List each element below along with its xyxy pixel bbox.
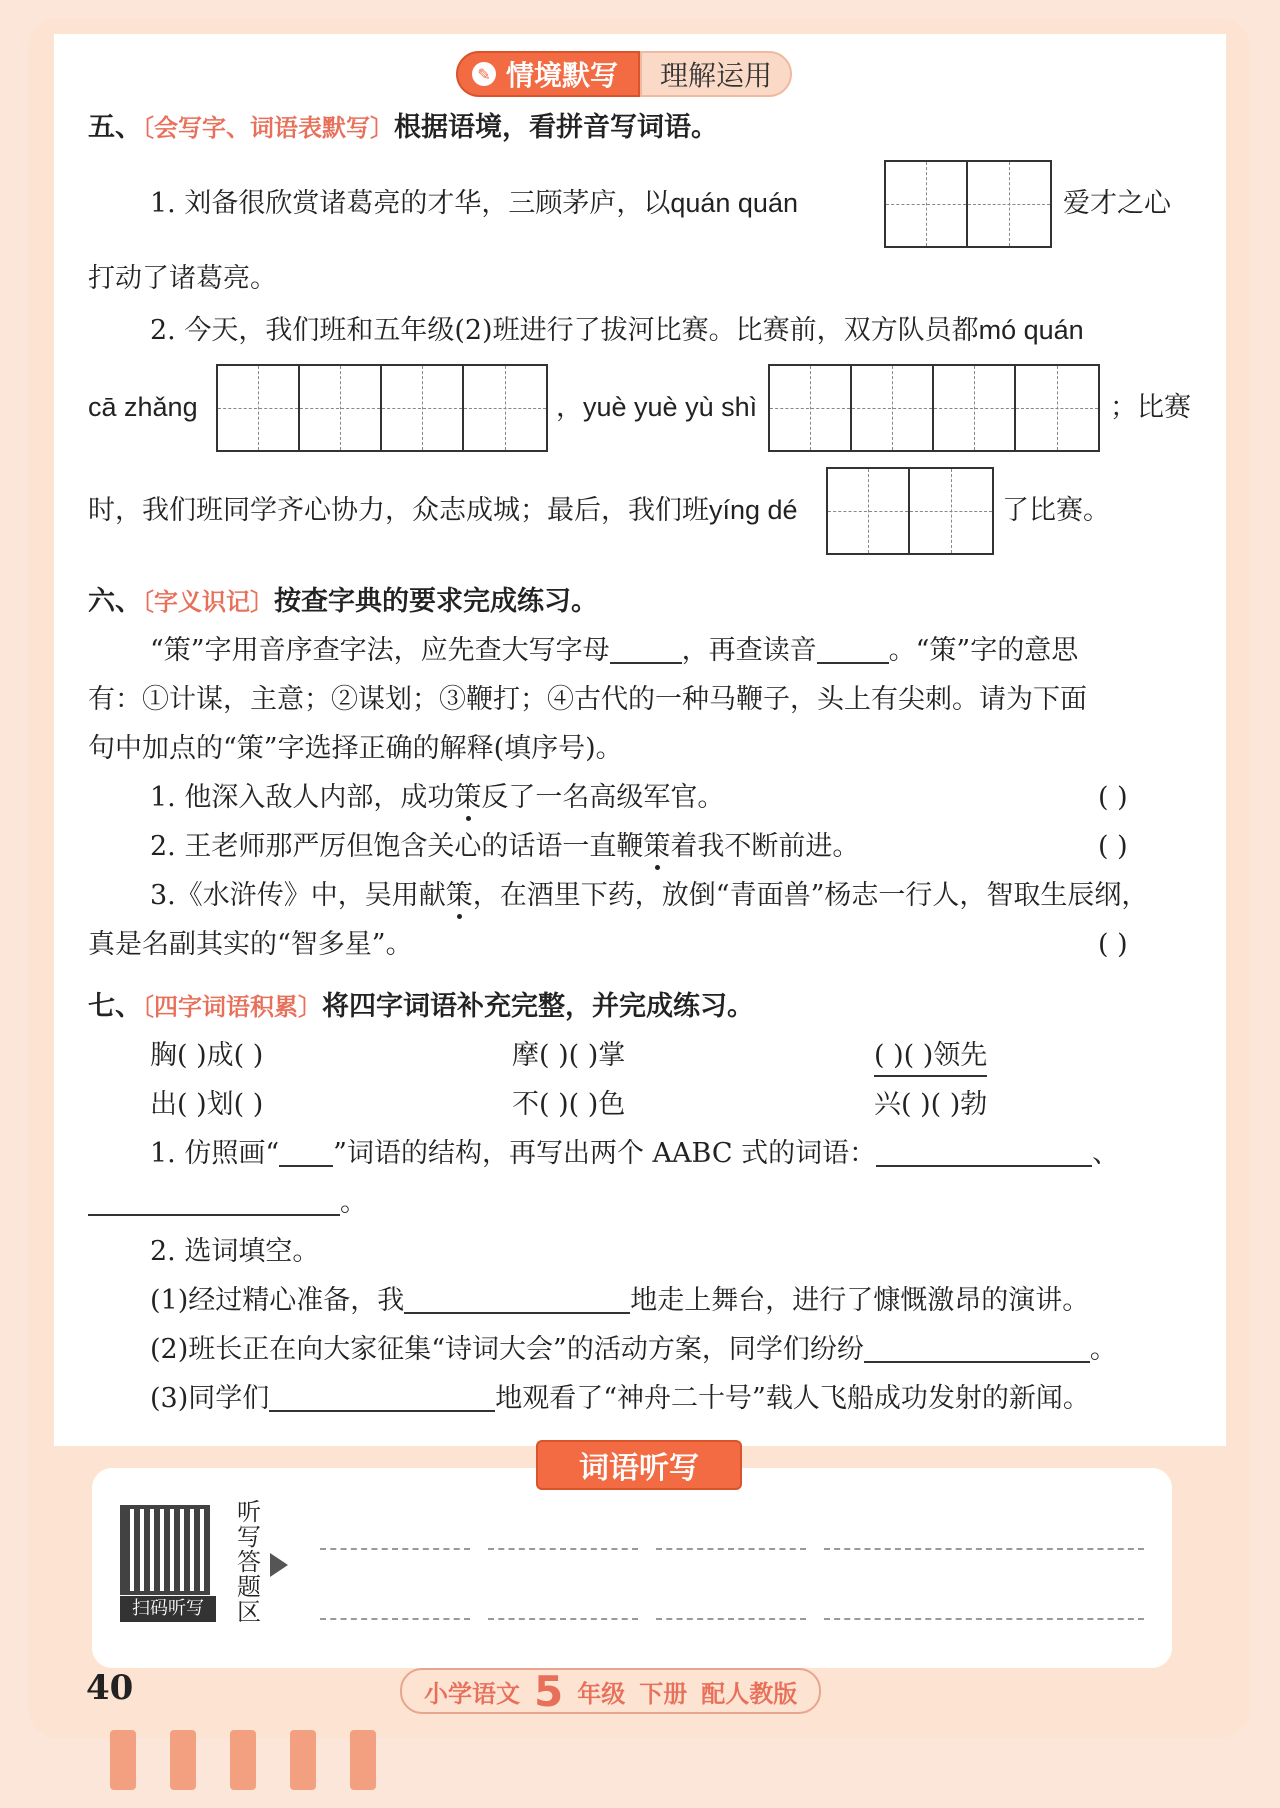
s5-q1-grid[interactable] (884, 160, 1052, 248)
s7-word4[interactable]: 出( )划( ) (150, 1089, 264, 1120)
s6-q2b: 着我不断前进。 (670, 831, 860, 862)
s6-reading-blank[interactable] (817, 662, 889, 664)
s5-q2-comma: ， (556, 392, 583, 423)
qr-code-icon[interactable] (120, 1505, 210, 1595)
s7-q2-1b: 地走上舞台，进行了慷慨激昂的演讲。 (630, 1285, 1090, 1316)
s5-q1-suffix: 爱才之心 (1063, 188, 1171, 219)
s5-instruction: 根据语境，看拼音写词语。 (394, 112, 718, 143)
dictation-line[interactable] (824, 1618, 1144, 1620)
s6-q2-answer[interactable]: ( ) (1098, 831, 1128, 862)
s6-q3b: ，在酒里下药，放倒“青面兽”杨志一行人，智取生辰纲， (472, 880, 1149, 911)
grid-cell[interactable] (300, 366, 382, 450)
dictation-line[interactable] (656, 1548, 806, 1550)
section-header (456, 52, 792, 96)
footer-grade-number: 5 (534, 1666, 564, 1716)
s7-q2-3 (150, 1385, 1090, 1412)
footer-volume: 下册 (639, 1679, 688, 1708)
s7-q1 (150, 1140, 1119, 1167)
pen-icon: ✎ (472, 62, 496, 86)
grid-cell[interactable] (1016, 366, 1098, 450)
s5-q1-prefix: 1. 刘备很欣赏诸葛亮的才华，三顾茅庐，以 (150, 188, 671, 219)
s5-q2-suffix: ；比赛 (1110, 392, 1191, 423)
s7-word5[interactable]: 不( )( )色 (512, 1089, 626, 1120)
s7-q2-3a: (3)同学们 (150, 1383, 270, 1414)
grid-cell[interactable] (968, 162, 1050, 246)
s7-heading (88, 993, 754, 1020)
s6-q1 (150, 784, 724, 811)
s5-number: 五、 (88, 112, 142, 143)
header-primary (456, 51, 640, 97)
arrow-right-icon (270, 1553, 288, 1577)
grid-cell[interactable] (910, 469, 992, 553)
decoration-stripe (110, 1730, 136, 1790)
footer-subject: 小学语文 (424, 1679, 520, 1708)
s5-q2-pinyin1b: cā zhǎng (88, 392, 198, 422)
footer-edition: 配人教版 (701, 1679, 798, 1708)
grid-cell[interactable] (828, 469, 910, 553)
grid-cell[interactable] (464, 366, 546, 450)
header-secondary: 理解运用 (640, 51, 792, 97)
s6-q1b: 反了一名高级军官。 (481, 782, 725, 813)
s5-heading (88, 114, 718, 141)
s7-word1[interactable]: 胸( )成( ) (150, 1040, 264, 1071)
s6-q3-answer[interactable]: ( ) (1098, 929, 1128, 960)
s7-q1a: 1. 仿照画“ (150, 1138, 280, 1169)
s5-q2-prefix: 2. 今天，我们班和五年级(2)班进行了拔河比赛。比赛前，双方队员都 (150, 315, 979, 346)
grid-cell[interactable] (886, 162, 968, 246)
s6-para1b: ，再查读音 (681, 635, 817, 666)
s5-q2-grid3[interactable] (826, 467, 994, 555)
s7-instruction: 将四字词语补充完整，并完成练习。 (322, 991, 754, 1022)
s5-q2-grid1[interactable] (216, 364, 548, 452)
s6-para1a: “策”字用音序查字法，应先查大写字母 (150, 635, 610, 666)
s7-word6[interactable]: 兴( )( )勃 (874, 1089, 988, 1120)
s7-q2-2-blank[interactable] (864, 1361, 1090, 1363)
dictation-line[interactable] (488, 1548, 638, 1550)
grid-cell[interactable] (852, 366, 934, 450)
grid-cell[interactable] (934, 366, 1016, 450)
s5-q2-pinyin1: mó quán (978, 315, 1084, 345)
s7-q1-blank1[interactable] (876, 1165, 1092, 1167)
s7-q2-2a: (2)班长正在向大家征集“诗词大会”的活动方案，同学们纷纷 (150, 1334, 864, 1365)
dictation-line[interactable] (656, 1618, 806, 1620)
s7-q1-underline (279, 1165, 333, 1167)
decoration-stripe (350, 1730, 376, 1790)
decoration-stripe (170, 1730, 196, 1790)
dictation-line[interactable] (320, 1618, 470, 1620)
s7-tag: 〔四字词语积累〕 (142, 993, 322, 1021)
s5-q1-text (150, 190, 798, 217)
s5-q1-end: 打动了诸葛亮。 (88, 263, 277, 294)
s7-word2[interactable]: 摩( )( )掌 (512, 1040, 626, 1071)
s5-q2-pinyin2: yuè yuè yù shì (583, 392, 758, 422)
s6-q2 (150, 833, 859, 860)
dictation-line[interactable] (824, 1548, 1144, 1550)
s5-q2-mid (556, 394, 757, 421)
s6-q3 (150, 882, 1148, 909)
qr-label: 扫码听写 (120, 1596, 216, 1622)
dotted-char: 策 (643, 831, 671, 862)
s7-q2-2b: 。 (1089, 1334, 1117, 1365)
s7-q1-line2 (88, 1189, 367, 1216)
s7-number: 七、 (88, 991, 142, 1022)
s7-q1-blank2[interactable] (88, 1214, 340, 1216)
s6-q2a: 2. 王老师那严厉但饱含关心的话语一直鞭 (150, 831, 644, 862)
s5-q2-text3: 时，我们班同学齐心协力，众志成城；最后，我们班 (88, 495, 709, 526)
s5-q2-line3 (88, 497, 798, 524)
footer-grade: 年级 (577, 1679, 626, 1708)
dictation-vertical-label: 听写答题区 (237, 1498, 261, 1626)
decoration-stripe (290, 1730, 316, 1790)
header-primary-label: 情境默写 (506, 59, 619, 92)
s7-q2-3b: 地观看了“神舟二十号”载人飞船成功发射的新闻。 (495, 1383, 1090, 1414)
s6-q1a: 1. 他深入敌人内部，成功 (150, 782, 455, 813)
s5-q2-pinyin3: yíng dé (709, 495, 798, 525)
s7-q2-1 (150, 1287, 1089, 1314)
dotted-char: 策 (445, 880, 473, 911)
s6-instruction: 按查字典的要求完成练习。 (274, 586, 598, 617)
s7-q1d: 。 (340, 1187, 367, 1218)
s6-q3a: 3.《水浒传》中，吴用献 (150, 880, 446, 911)
grid-cell[interactable] (770, 366, 852, 450)
decoration-stripe (230, 1730, 256, 1790)
s6-para2: 有：①计谋，主意；②谋划；③鞭打；④古代的一种马鞭子，头上有尖刺。请为下面 (88, 684, 1087, 715)
book-info (400, 1668, 821, 1714)
s7-q2: 2. 选词填空。 (150, 1236, 320, 1267)
page-number: 40 (86, 1668, 134, 1708)
s7-word3[interactable]: ( )( )领先 (874, 1042, 987, 1077)
s7-q2-3-blank[interactable] (269, 1410, 495, 1412)
s7-q2-1-blank[interactable] (404, 1312, 630, 1314)
dictation-line[interactable] (320, 1548, 470, 1550)
s6-para1c: 。“策”字的意思 (888, 635, 1079, 666)
s7-q1c: 、 (1092, 1138, 1120, 1169)
s5-q2-grid2[interactable] (768, 364, 1100, 452)
s5-q2-end: 了比赛。 (1002, 495, 1110, 526)
s6-q3-end: 真是名副其实的“智多星”。 (88, 929, 413, 960)
s6-para3: 句中加点的“策”字选择正确的解释(填序号)。 (88, 733, 623, 764)
s7-q2-1a: (1)经过精心准备，我 (150, 1285, 405, 1316)
dictation-title: 词语听写 (536, 1440, 742, 1490)
s6-tag: 〔字义识记〕 (142, 588, 274, 616)
s5-tag: 〔会写字、词语表默写〕 (142, 114, 394, 142)
s6-q1-answer[interactable]: ( ) (1098, 782, 1128, 813)
s5-q1-pinyin: quán quán (670, 188, 798, 218)
s7-q2-2 (150, 1336, 1117, 1363)
s6-number: 六、 (88, 586, 142, 617)
grid-cell[interactable] (382, 366, 464, 450)
s5-q2-text (150, 317, 1084, 344)
s6-para1 (150, 637, 1078, 664)
grid-cell[interactable] (218, 366, 300, 450)
s6-letter-blank[interactable] (610, 662, 682, 664)
dotted-char: 策 (454, 782, 482, 813)
s7-q1b: ”词语的结构，再写出两个 AABC 式的词语： (333, 1138, 877, 1169)
s6-heading (88, 588, 598, 615)
dictation-line[interactable] (488, 1618, 638, 1620)
